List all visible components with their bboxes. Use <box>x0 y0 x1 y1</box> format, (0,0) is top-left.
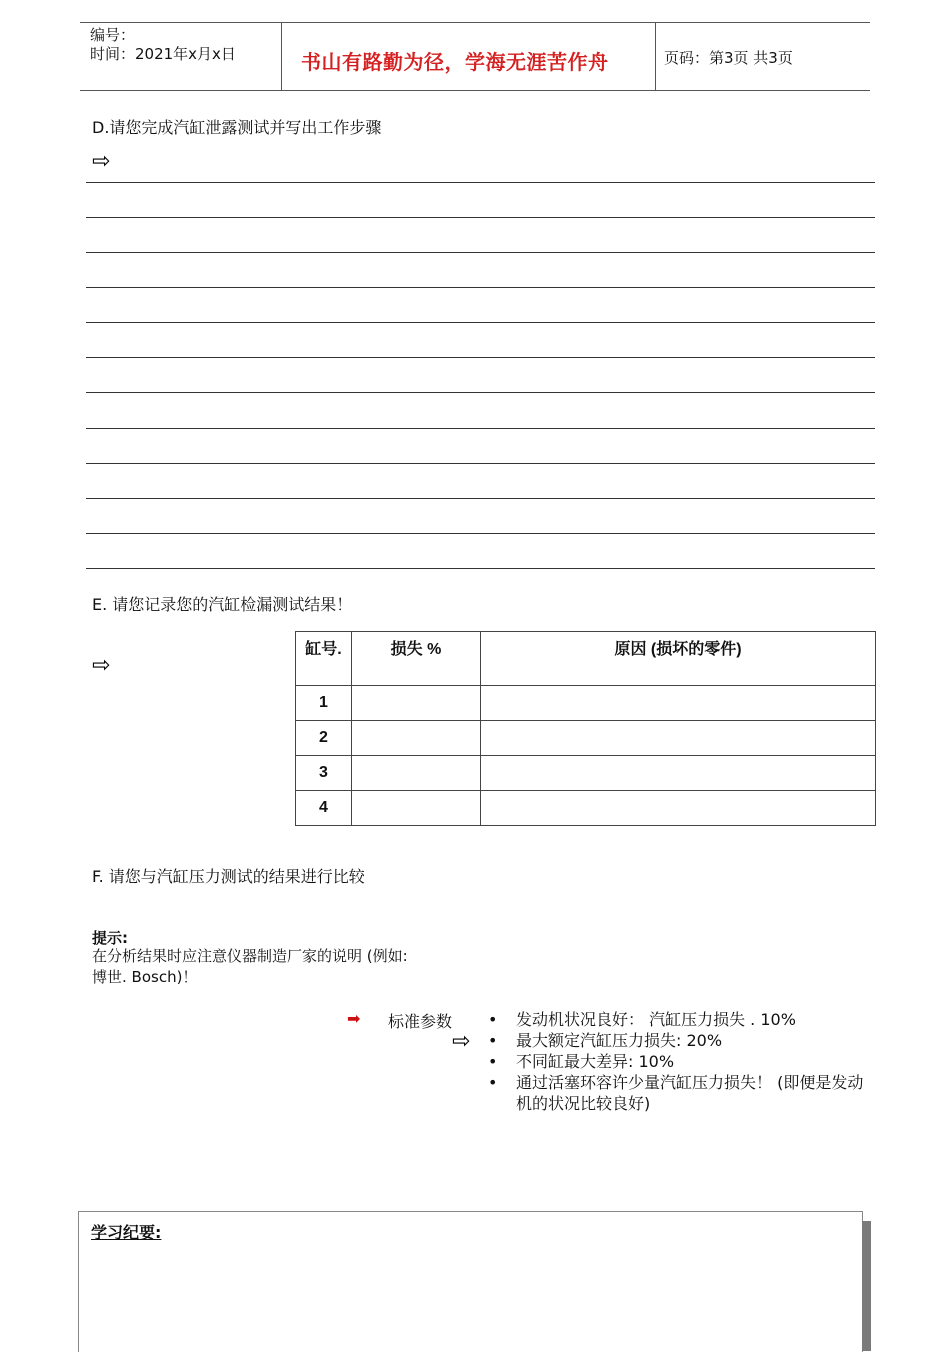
leak-test-table <box>295 631 876 826</box>
list-item: • 通过活塞环容许少量汽缸压力损失！ (即便是发动机的状况比较良好) <box>488 1072 876 1114</box>
list-item: • 最大额定汽缸压力损失: 20% <box>488 1030 888 1051</box>
header-time-label: 时间：2021年x月x日 <box>90 45 236 63</box>
table-row <box>296 686 876 721</box>
cylinder-number: 2 <box>296 721 352 756</box>
section-f-title: F. 请您与汽缸压力测试的结果进行比较 <box>92 867 365 886</box>
writing-line <box>86 357 875 358</box>
header-cylinder: 缸号. <box>296 632 352 686</box>
writing-line <box>86 287 875 288</box>
header-motto: 书山有路勤为径，学海无涯苦作舟 <box>301 50 609 74</box>
writing-line <box>86 498 875 499</box>
section-e-title: E. 请您记录您的汽缸检漏测试结果！ <box>92 595 353 614</box>
loss-cell[interactable] <box>352 686 481 721</box>
loss-cell[interactable] <box>352 756 481 791</box>
standards-label: 标准参数 <box>388 1012 453 1031</box>
table-row <box>296 721 876 756</box>
list-item: • 发动机状况良好： 汽缸压力损失 . 10% <box>488 1009 888 1030</box>
tips-line-1: 在分析结果时应注意仪器制造厂家的说明 (例如: <box>92 947 408 965</box>
header-number-label: 编号： <box>90 26 136 44</box>
writing-line <box>86 533 875 534</box>
header-top-rule <box>80 22 870 23</box>
cause-cell[interactable] <box>481 756 876 791</box>
study-notes-title: 学习纪要: <box>91 1223 162 1242</box>
cylinder-number: 4 <box>296 791 352 826</box>
writing-line <box>86 463 875 464</box>
writing-line <box>86 392 875 393</box>
writing-line <box>86 182 875 183</box>
cylinder-number: 1 <box>296 686 352 721</box>
header-bottom-rule <box>80 90 870 91</box>
cylinder-number: 3 <box>296 756 352 791</box>
tips-title: 提示: <box>92 929 128 947</box>
cause-cell[interactable] <box>481 791 876 826</box>
section-e-arrow-icon: ⇨ <box>92 653 111 678</box>
cause-cell[interactable] <box>481 721 876 756</box>
section-d-title: D.请您完成汽缸泄露测试并写出工作步骤 <box>92 118 382 137</box>
header-loss: 损失 % <box>352 632 481 686</box>
tips-line-2: 博世. Bosch)！ <box>92 968 198 986</box>
header-cause: 原因 (损坏的零件) <box>481 632 876 686</box>
header-page-label: 页码：第3页 共3页 <box>664 49 793 67</box>
standards-arrow-icon: ⇨ <box>452 1029 471 1054</box>
header-divider-left <box>281 22 282 91</box>
writing-line <box>86 322 875 323</box>
standards-marker-icon: ➡ <box>347 1009 361 1028</box>
loss-cell[interactable] <box>352 721 481 756</box>
loss-cell[interactable] <box>352 791 481 826</box>
section-d-arrow-icon: ⇨ <box>92 149 111 174</box>
cause-cell[interactable] <box>481 686 876 721</box>
header-divider-right <box>655 22 656 91</box>
study-box-shadow <box>862 1221 871 1351</box>
table-row <box>296 791 876 826</box>
writing-line <box>86 428 875 429</box>
table-row <box>296 756 876 791</box>
writing-line <box>86 217 875 218</box>
standards-list <box>488 1009 888 1114</box>
writing-line <box>86 568 875 569</box>
study-notes-box[interactable] <box>78 1211 863 1352</box>
list-item: • 不同缸最大差异: 10% <box>488 1051 888 1072</box>
table-header-row <box>296 632 876 686</box>
writing-line <box>86 252 875 253</box>
